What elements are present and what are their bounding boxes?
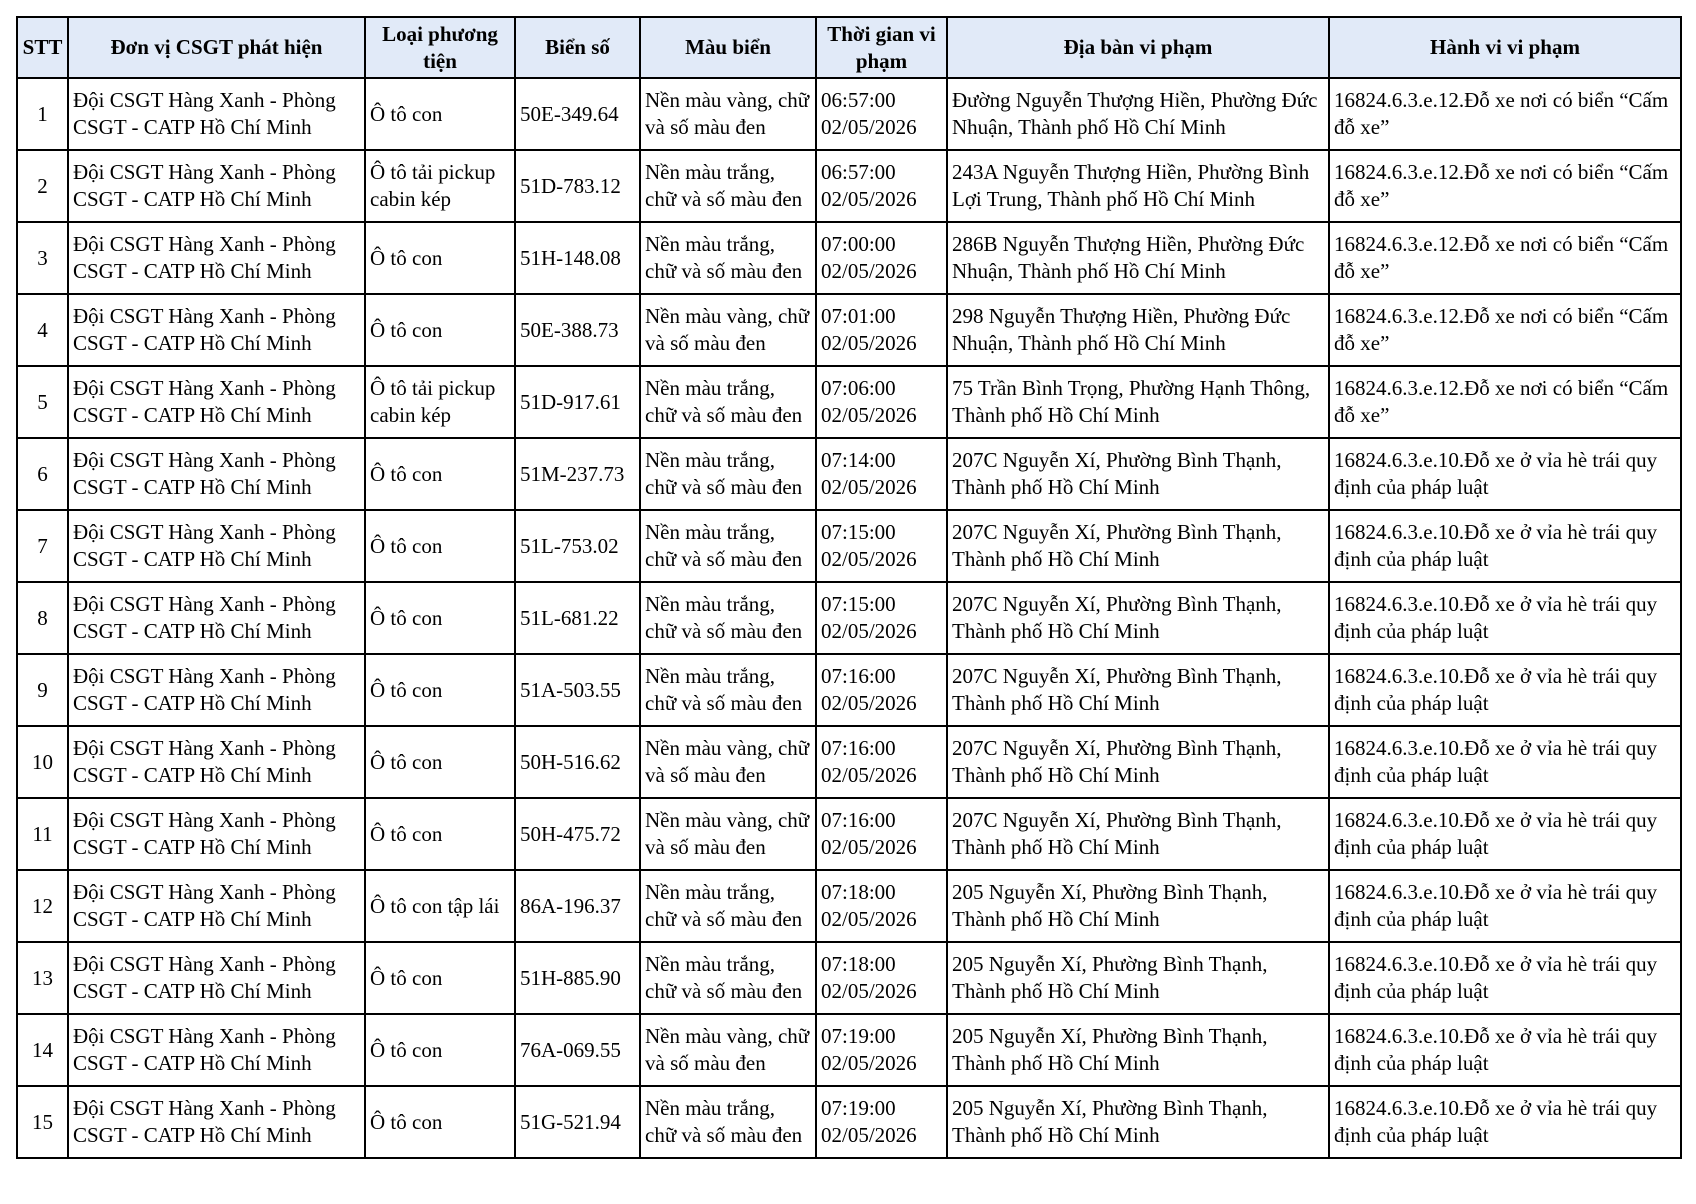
table-row (17, 1014, 1681, 1086)
cell-plate-color: Nền màu trắng, chữ và số màu đen (640, 1086, 816, 1158)
header-row (17, 17, 1681, 78)
table-row (17, 510, 1681, 582)
cell-plate: 51L-681.22 (515, 582, 640, 654)
table-row (17, 222, 1681, 294)
cell-location: 286B Nguyễn Thượng Hiền, Phường Đức Nhuận, Thành phố Hồ Chí Minh (947, 222, 1329, 294)
cell-plate-color: Nền màu trắng, chữ và số màu đen (640, 150, 816, 222)
cell-time: 07:14:00 02/05/2026 (816, 438, 947, 510)
cell-plate-color: Nền màu trắng, chữ và số màu đen (640, 942, 816, 1014)
cell-plate: 51L-753.02 (515, 510, 640, 582)
cell-violation: 16824.6.3.e.10.Đỗ xe ở vỉa hè trái quy định của pháp luật (1329, 1014, 1681, 1086)
cell-location: Đường Nguyễn Thượng Hiền, Phường Đức Nhuận, Thành phố Hồ Chí Minh (947, 78, 1329, 150)
cell-violation: 16824.6.3.e.10.Đỗ xe ở vỉa hè trái quy định của pháp luật (1329, 870, 1681, 942)
cell-violation: 16824.6.3.e.10.Đỗ xe ở vỉa hè trái quy định của pháp luật (1329, 654, 1681, 726)
header-vehicle: Loại phương tiện (365, 17, 515, 78)
cell-plate-color: Nền màu vàng, chữ và số màu đen (640, 726, 816, 798)
cell-plate: 76A-069.55 (515, 1014, 640, 1086)
cell-time: 07:06:00 02/05/2026 (816, 366, 947, 438)
table-row (17, 798, 1681, 870)
cell-plate: 51D-917.61 (515, 366, 640, 438)
cell-stt: 12 (17, 870, 68, 942)
cell-time: 07:00:00 02/05/2026 (816, 222, 947, 294)
cell-vehicle: Ô tô con (365, 510, 515, 582)
cell-violation: 16824.6.3.e.12.Đỗ xe nơi có biển “Cấm đỗ xe” (1329, 366, 1681, 438)
cell-plate: 51D-783.12 (515, 150, 640, 222)
cell-stt: 6 (17, 438, 68, 510)
header-violation: Hành vi vi phạm (1329, 17, 1681, 78)
cell-location: 205 Nguyễn Xí, Phường Bình Thạnh, Thành phố Hồ Chí Minh (947, 1014, 1329, 1086)
cell-plate-color: Nền màu vàng, chữ và số màu đen (640, 1014, 816, 1086)
cell-unit: Đội CSGT Hàng Xanh - Phòng CSGT - CATP Hồ Chí Minh (68, 798, 365, 870)
cell-vehicle: Ô tô con (365, 438, 515, 510)
cell-violation: 16824.6.3.e.10.Đỗ xe ở vỉa hè trái quy định của pháp luật (1329, 942, 1681, 1014)
cell-unit: Đội CSGT Hàng Xanh - Phòng CSGT - CATP Hồ Chí Minh (68, 942, 365, 1014)
cell-unit: Đội CSGT Hàng Xanh - Phòng CSGT - CATP Hồ Chí Minh (68, 582, 365, 654)
cell-plate-color: Nền màu trắng, chữ và số màu đen (640, 870, 816, 942)
cell-vehicle: Ô tô con (365, 78, 515, 150)
table-row (17, 294, 1681, 366)
cell-location: 207C Nguyễn Xí, Phường Bình Thạnh, Thành phố Hồ Chí Minh (947, 726, 1329, 798)
cell-stt: 8 (17, 582, 68, 654)
cell-plate-color: Nền màu vàng, chữ và số màu đen (640, 294, 816, 366)
cell-vehicle: Ô tô con (365, 726, 515, 798)
cell-violation: 16824.6.3.e.12.Đỗ xe nơi có biển “Cấm đỗ xe” (1329, 294, 1681, 366)
cell-plate: 51M-237.73 (515, 438, 640, 510)
cell-plate: 50H-475.72 (515, 798, 640, 870)
cell-time: 07:16:00 02/05/2026 (816, 726, 947, 798)
cell-vehicle: Ô tô con (365, 798, 515, 870)
cell-stt: 14 (17, 1014, 68, 1086)
cell-unit: Đội CSGT Hàng Xanh - Phòng CSGT - CATP Hồ Chí Minh (68, 150, 365, 222)
cell-plate-color: Nền màu trắng, chữ và số màu đen (640, 582, 816, 654)
cell-location: 207C Nguyễn Xí, Phường Bình Thạnh, Thành phố Hồ Chí Minh (947, 654, 1329, 726)
cell-plate-color: Nền màu trắng, chữ và số màu đen (640, 438, 816, 510)
cell-time: 07:01:00 02/05/2026 (816, 294, 947, 366)
cell-unit: Đội CSGT Hàng Xanh - Phòng CSGT - CATP Hồ Chí Minh (68, 726, 365, 798)
cell-stt: 15 (17, 1086, 68, 1158)
table-body (17, 78, 1681, 1158)
cell-stt: 3 (17, 222, 68, 294)
violations-table (16, 16, 1682, 1159)
cell-violation: 16824.6.3.e.10.Đỗ xe ở vỉa hè trái quy định của pháp luật (1329, 582, 1681, 654)
table-row (17, 654, 1681, 726)
table-row (17, 582, 1681, 654)
cell-stt: 7 (17, 510, 68, 582)
cell-location: 207C Nguyễn Xí, Phường Bình Thạnh, Thành phố Hồ Chí Minh (947, 438, 1329, 510)
cell-violation: 16824.6.3.e.12.Đỗ xe nơi có biển “Cấm đỗ xe” (1329, 78, 1681, 150)
cell-vehicle: Ô tô con (365, 942, 515, 1014)
cell-unit: Đội CSGT Hàng Xanh - Phòng CSGT - CATP Hồ Chí Minh (68, 438, 365, 510)
cell-time: 07:18:00 02/05/2026 (816, 942, 947, 1014)
cell-unit: Đội CSGT Hàng Xanh - Phòng CSGT - CATP Hồ Chí Minh (68, 510, 365, 582)
cell-plate: 86A-196.37 (515, 870, 640, 942)
table-row (17, 1086, 1681, 1158)
cell-violation: 16824.6.3.e.12.Đỗ xe nơi có biển “Cấm đỗ xe” (1329, 150, 1681, 222)
cell-unit: Đội CSGT Hàng Xanh - Phòng CSGT - CATP Hồ Chí Minh (68, 222, 365, 294)
cell-plate-color: Nền màu vàng, chữ và số màu đen (640, 78, 816, 150)
cell-location: 205 Nguyễn Xí, Phường Bình Thạnh, Thành phố Hồ Chí Minh (947, 870, 1329, 942)
cell-violation: 16824.6.3.e.10.Đỗ xe ở vỉa hè trái quy định của pháp luật (1329, 510, 1681, 582)
cell-time: 07:16:00 02/05/2026 (816, 654, 947, 726)
table-row (17, 726, 1681, 798)
cell-unit: Đội CSGT Hàng Xanh - Phòng CSGT - CATP Hồ Chí Minh (68, 870, 365, 942)
cell-unit: Đội CSGT Hàng Xanh - Phòng CSGT - CATP Hồ Chí Minh (68, 78, 365, 150)
cell-vehicle: Ô tô con (365, 582, 515, 654)
cell-plate-color: Nền màu trắng, chữ và số màu đen (640, 366, 816, 438)
cell-vehicle: Ô tô con (365, 654, 515, 726)
cell-plate: 51H-885.90 (515, 942, 640, 1014)
cell-location: 243A Nguyễn Thượng Hiền, Phường Bình Lợi Trung, Thành phố Hồ Chí Minh (947, 150, 1329, 222)
cell-vehicle: Ô tô con (365, 222, 515, 294)
cell-stt: 11 (17, 798, 68, 870)
cell-time: 07:19:00 02/05/2026 (816, 1086, 947, 1158)
cell-plate: 50E-349.64 (515, 78, 640, 150)
cell-vehicle: Ô tô tải pickup cabin kép (365, 150, 515, 222)
table-row (17, 366, 1681, 438)
cell-vehicle: Ô tô con (365, 1014, 515, 1086)
cell-time: 07:15:00 02/05/2026 (816, 510, 947, 582)
cell-location: 207C Nguyễn Xí, Phường Bình Thạnh, Thành phố Hồ Chí Minh (947, 798, 1329, 870)
cell-plate: 50H-516.62 (515, 726, 640, 798)
cell-stt: 9 (17, 654, 68, 726)
cell-plate: 51A-503.55 (515, 654, 640, 726)
cell-vehicle: Ô tô tải pickup cabin kép (365, 366, 515, 438)
cell-location: 207C Nguyễn Xí, Phường Bình Thạnh, Thành phố Hồ Chí Minh (947, 510, 1329, 582)
cell-plate-color: Nền màu vàng, chữ và số màu đen (640, 798, 816, 870)
cell-unit: Đội CSGT Hàng Xanh - Phòng CSGT - CATP Hồ Chí Minh (68, 1014, 365, 1086)
cell-vehicle: Ô tô con tập lái (365, 870, 515, 942)
cell-plate-color: Nền màu trắng, chữ và số màu đen (640, 654, 816, 726)
table-row (17, 78, 1681, 150)
cell-plate: 50E-388.73 (515, 294, 640, 366)
cell-violation: 16824.6.3.e.10.Đỗ xe ở vỉa hè trái quy định của pháp luật (1329, 798, 1681, 870)
cell-violation: 16824.6.3.e.12.Đỗ xe nơi có biển “Cấm đỗ xe” (1329, 222, 1681, 294)
cell-vehicle: Ô tô con (365, 1086, 515, 1158)
cell-violation: 16824.6.3.e.10.Đỗ xe ở vỉa hè trái quy định của pháp luật (1329, 438, 1681, 510)
cell-time: 07:19:00 02/05/2026 (816, 1014, 947, 1086)
header-location: Địa bàn vi phạm (947, 17, 1329, 78)
cell-location: 205 Nguyễn Xí, Phường Bình Thạnh, Thành phố Hồ Chí Minh (947, 942, 1329, 1014)
cell-stt: 5 (17, 366, 68, 438)
table-row (17, 438, 1681, 510)
header-unit: Đơn vị CSGT phát hiện (68, 17, 365, 78)
cell-stt: 2 (17, 150, 68, 222)
cell-unit: Đội CSGT Hàng Xanh - Phòng CSGT - CATP Hồ Chí Minh (68, 1086, 365, 1158)
cell-time: 06:57:00 02/05/2026 (816, 78, 947, 150)
cell-time: 07:15:00 02/05/2026 (816, 582, 947, 654)
cell-plate: 51H-148.08 (515, 222, 640, 294)
cell-violation: 16824.6.3.e.10.Đỗ xe ở vỉa hè trái quy định của pháp luật (1329, 1086, 1681, 1158)
cell-location: 75 Trần Bình Trọng, Phường Hạnh Thông, Thành phố Hồ Chí Minh (947, 366, 1329, 438)
cell-unit: Đội CSGT Hàng Xanh - Phòng CSGT - CATP Hồ Chí Minh (68, 294, 365, 366)
cell-plate-color: Nền màu trắng, chữ và số màu đen (640, 222, 816, 294)
table-row (17, 870, 1681, 942)
cell-time: 07:18:00 02/05/2026 (816, 870, 947, 942)
table-row (17, 942, 1681, 1014)
header-stt: STT (17, 17, 68, 78)
cell-time: 06:57:00 02/05/2026 (816, 150, 947, 222)
header-time: Thời gian vi phạm (816, 17, 947, 78)
cell-location: 298 Nguyễn Thượng Hiền, Phường Đức Nhuận, Thành phố Hồ Chí Minh (947, 294, 1329, 366)
cell-unit: Đội CSGT Hàng Xanh - Phòng CSGT - CATP Hồ Chí Minh (68, 654, 365, 726)
cell-violation: 16824.6.3.e.10.Đỗ xe ở vỉa hè trái quy định của pháp luật (1329, 726, 1681, 798)
cell-stt: 4 (17, 294, 68, 366)
cell-stt: 13 (17, 942, 68, 1014)
cell-vehicle: Ô tô con (365, 294, 515, 366)
cell-location: 205 Nguyễn Xí, Phường Bình Thạnh, Thành phố Hồ Chí Minh (947, 1086, 1329, 1158)
cell-plate-color: Nền màu trắng, chữ và số màu đen (640, 510, 816, 582)
cell-plate: 51G-521.94 (515, 1086, 640, 1158)
table-row (17, 150, 1681, 222)
cell-unit: Đội CSGT Hàng Xanh - Phòng CSGT - CATP Hồ Chí Minh (68, 366, 365, 438)
cell-stt: 1 (17, 78, 68, 150)
cell-stt: 10 (17, 726, 68, 798)
header-plate-color: Màu biển (640, 17, 816, 78)
cell-time: 07:16:00 02/05/2026 (816, 798, 947, 870)
cell-location: 207C Nguyễn Xí, Phường Bình Thạnh, Thành phố Hồ Chí Minh (947, 582, 1329, 654)
header-plate: Biển số (515, 17, 640, 78)
